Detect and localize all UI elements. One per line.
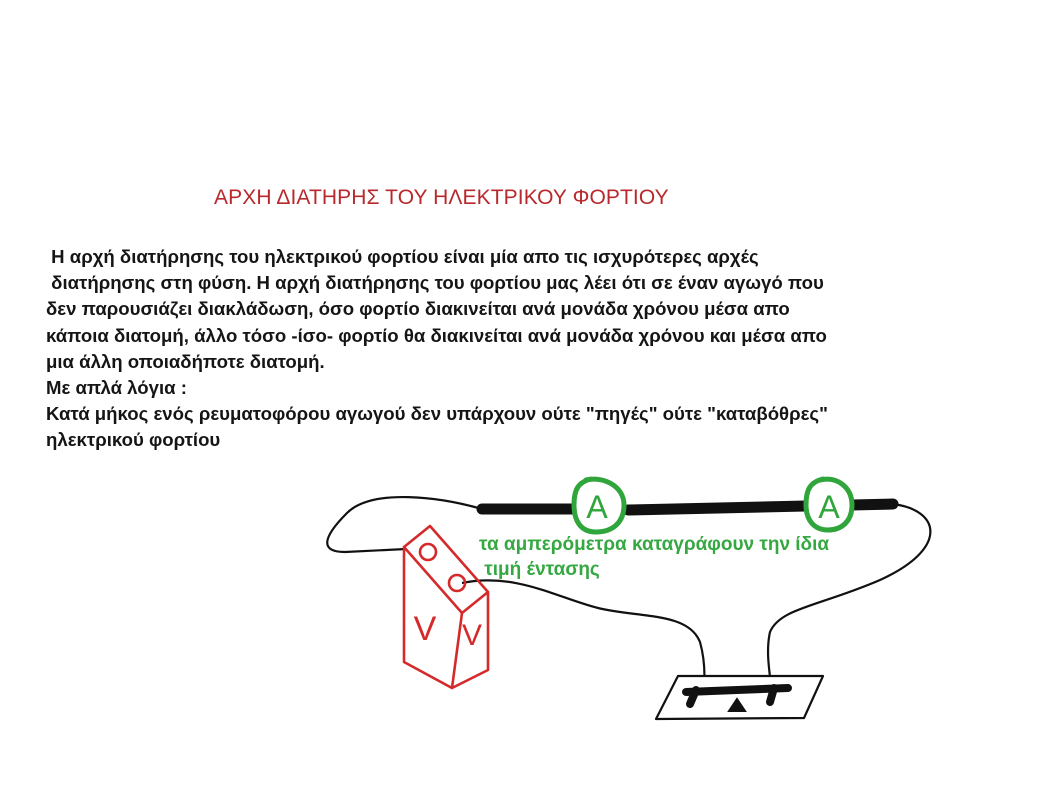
wire-battery-to-switch <box>462 580 705 688</box>
paragraph-line: διατήρησης στη φύση. Η αρχή διατήρησης του φορτίου μας λέει ότι σε έναν αγωγό που <box>46 272 824 294</box>
battery-label-side: V <box>461 619 483 652</box>
paragraph-line: Η αρχή διατήρησης του ηλεκτρικού φορτίου είναι μία απο τις ισχυρότερες αρχές <box>46 246 759 267</box>
wire-left <box>327 497 482 552</box>
paragraph-line: κάποια διατομή, άλλο τόσο -ίσο- φορτίο θα διακινείται ανά μονάδα χρόνου και μέσα απο <box>46 324 827 346</box>
paragraph-line: ηλεκτρικού φορτίου <box>46 429 221 451</box>
ammeter-left <box>574 479 624 532</box>
ammeter-caption <box>479 532 829 582</box>
page-title: ΑΡΧΗ ΔΙΑΤΗΡΗΣ ΤΟΥ ΗΛΕΚΤΡΙΚΟΥ ΦΟΡΤΙΟΥ <box>214 186 669 209</box>
switch <box>656 676 823 719</box>
paragraph-line: μια άλλη οποιαδήποτε διατομή. <box>46 350 325 372</box>
paragraph-line: δεν παρουσιάζει διακλάδωση, όσο φορτίο διακινείται ανά μονάδα χρόνου μέσα απο <box>46 298 790 320</box>
paragraph-line: Κατά μήκος ενός ρευματοφόρου αγωγού δεν υπάρχουν ούτε "πηγές" ούτε "καταβόθρες" <box>46 403 828 425</box>
paragraph-line: Με απλά λόγια : <box>46 377 187 399</box>
ammeter-right <box>806 479 852 530</box>
battery <box>404 526 488 688</box>
battery-label-front: V <box>413 610 437 648</box>
caption-line: τιμή έντασης <box>479 559 600 580</box>
ammeter-right-label: A <box>818 489 840 525</box>
caption-line: τα αμπερόμετρα καταγράφουν την ίδια <box>479 534 830 555</box>
ammeter-left-label: A <box>586 489 608 525</box>
